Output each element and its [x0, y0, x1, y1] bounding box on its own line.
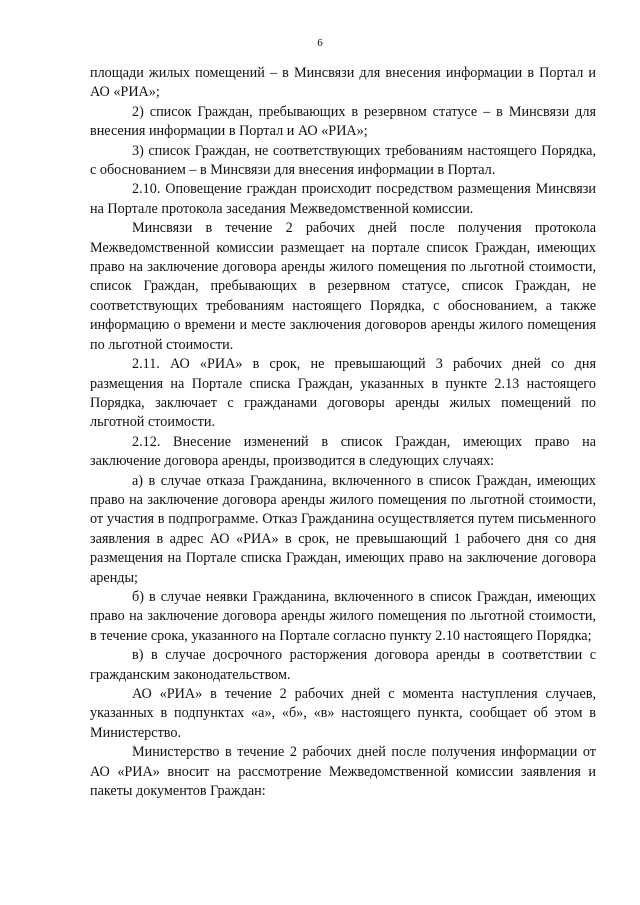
- paragraph: площади жилых помещений – в Минсвязи для внесения информации в Портал и АО «РИА»;: [90, 65, 596, 101]
- paragraph: 2) список Граждан, пребывающих в резервном статусе – в Минсвязи для внесения информации в Портал и АО «РИА»;: [90, 103, 596, 140]
- paragraph: 3) список Граждан, не соответствующих требованиям настоящего Порядка, с обоснованием – в Минсвязи для внесения информации в Портал.: [90, 142, 596, 179]
- paragraph: 2.12. Внесение изменений в список Граждан, имеющих право на заключение договора аренды, производится в следующих случаях:: [90, 433, 596, 470]
- document-body: [90, 64, 596, 801]
- paragraph: 2.11. АО «РИА» в срок, не превышающий 3 рабочих дней со дня размещения на Портале списка Граждан, указанных в пункте 2.13 настоящего Порядка, заключает с гражданами договоры аренды жилых помещений по льготной стоимости.: [90, 356, 596, 431]
- page-number: 6: [317, 37, 323, 49]
- paragraph: а) в случае отказа Гражданина, включенного в список Граждан, имеющих право на заключение договора аренды жилого помещения по льготной стоимости, от участия в подпрограмме. Отказ Гражданина осуществляется путем письменного заявления в адрес АО «РИА» в срок, не превышающий 1 рабочего дня со дня размещения на Портале списка Граждан, имеющих право на заключение договора аренды;: [90, 472, 596, 586]
- paragraph: Министерство в течение 2 рабочих дней после получения информации от АО «РИА» вносит на рассмотрение Межведомственной комиссии заявления и пакеты документов Граждан:: [90, 744, 596, 800]
- paragraph: 2.10. Оповещение граждан происходит посредством размещения Минсвязи на Портале протокола заседания Межведомственной комиссии.: [90, 181, 596, 217]
- paragraph: в) в случае досрочного расторжения договора аренды в соответствии с гражданским законодательством.: [90, 647, 596, 683]
- paragraph: АО «РИА» в течение 2 рабочих дней с момента наступления случаев, указанных в подпунктах «а», «б», «в» настоящего пункта, сообщает об этом в Министерство.: [90, 686, 596, 741]
- paragraph: Минсвязи в течение 2 рабочих дней после получения протокола Межведомственной комиссии размещает на портале список Граждан, имеющих право на заключение договора аренды жилого помещения по льготной стоимости, список Граждан, пребывающих в резервном статусе, список Граждан, не соответствующих требованиям настоящего Порядка, с обоснованием, а также информацию о времени и месте заключения договоров аренды жилого помещения по льготной стоимости.: [90, 220, 596, 353]
- paragraph: б) в случае неявки Гражданина, включенного в список Граждан, имеющих право на заключение договора аренды жилого помещения по льготной стоимости, в течение срока, указанного на Портале согласно пункту 2.10 настоящего Порядка;: [90, 588, 596, 644]
